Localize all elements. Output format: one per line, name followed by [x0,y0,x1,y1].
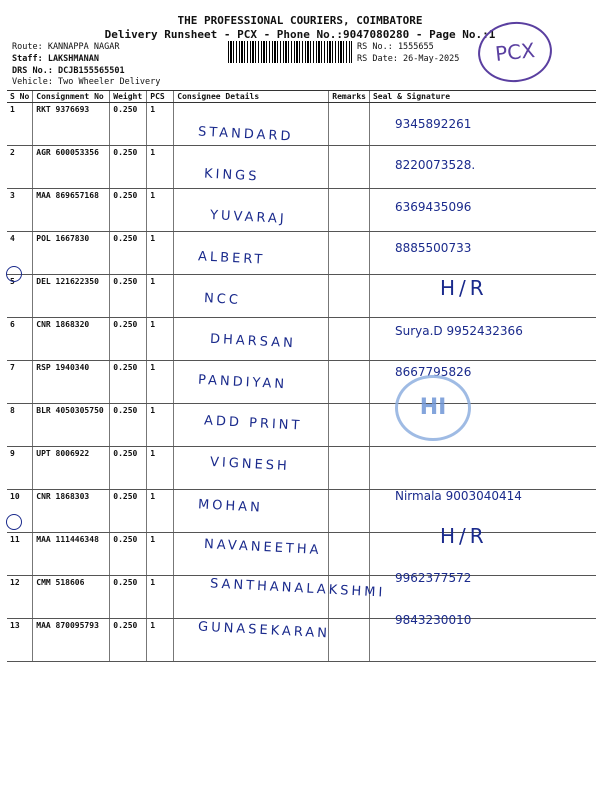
table-body [7,103,596,662]
vehicle-label: Vehicle: Two Wheeler Delivery [12,77,161,87]
pcx-stamp: PCX [475,18,555,85]
table-row [7,275,596,318]
handwritten-consignee: DHARSAN [209,331,297,351]
pieces-cell: 1 [147,146,174,189]
handwritten-consignee: MOHAN [197,497,264,516]
drs-label: DRS No.: DCJB155565501 [12,66,125,76]
handwritten-signature: 8885500733 [395,240,472,255]
table-row [7,146,596,189]
consignment-number-cell: CNR 1868303 [33,490,110,533]
weight-cell: 0.250 [110,490,147,533]
remarks-cell [329,619,370,662]
handwritten-signature: Nirmala 9003040414 [395,488,522,503]
handwritten-consignee: GUNASEKARAN [197,619,331,642]
remarks-cell [329,103,370,146]
handwritten-consignee: ADD PRINT [203,413,303,434]
runsheet-table [7,90,596,662]
rs-date: RS Date: 26-May-2025 [357,54,460,64]
handwritten-signature: 9345892261 [395,117,472,131]
pieces-cell: 1 [147,619,174,662]
table-row [7,189,596,232]
staff-label: Staff: LAKSHMANAN [12,54,99,64]
company-title: THE PROFESSIONAL COURIERS, COIMBATORE [177,14,423,27]
table-header-row [7,91,596,103]
serial-number-cell: 10 [7,490,33,533]
weight-cell: 0.250 [110,533,147,576]
serial-number-cell: 9 [7,447,33,490]
weight-cell: 0.250 [110,318,147,361]
table-row [7,103,596,146]
serial-number-cell: 6 [7,318,33,361]
serial-number-cell: 8 [7,404,33,447]
remarks-cell [329,275,370,318]
col-weight: Weight [110,91,147,103]
serial-number-cell: 13 [7,619,33,662]
serial-number-cell: 4 [7,232,33,275]
serial-number-cell: 7 [7,361,33,404]
pieces-cell: 1 [147,447,174,490]
weight-cell: 0.250 [110,361,147,404]
handwritten-consignee: SANTHANALAKSHMI [209,576,386,601]
consignment-number-cell: CMM 518606 [33,576,110,619]
serial-number-cell: 1 [7,103,33,146]
weight-cell: 0.250 [110,146,147,189]
remarks-cell [329,318,370,361]
pieces-cell: 1 [147,490,174,533]
col-consignment: Consignment No [33,91,110,103]
barcode-image [228,41,352,63]
remarks-cell [329,404,370,447]
remarks-cell [329,447,370,490]
hold-return-mark: H/R [440,276,488,301]
remarks-cell [329,189,370,232]
serial-number-cell: 5 [7,275,33,318]
signature-cell [369,447,596,490]
handwritten-signature: 8667795826 [395,364,472,379]
runsheet-subtitle: Delivery Runsheet - PCX - Phone No.:9047080280 - Page No.:1 [104,28,496,41]
rs-number: RS No.: 1555655 [357,42,434,52]
consignment-number-cell: RKT 9376693 [33,103,110,146]
remarks-cell [329,533,370,576]
handwritten-signature: 8220073528. [395,158,476,173]
weight-cell: 0.250 [110,103,147,146]
remarks-cell [329,232,370,275]
handwritten-consignee: STANDARD [197,124,294,145]
serial-number-cell: 3 [7,189,33,232]
pieces-cell: 1 [147,103,174,146]
pieces-cell: 1 [147,404,174,447]
circled-row-mark [6,514,22,530]
handwritten-signature: Surya.D 9952432366 [395,323,523,338]
col-signature: Seal & Signature [369,91,596,103]
company-seal-stamp: HI [395,375,471,441]
hold-return-mark: H/R [440,524,488,548]
weight-cell: 0.250 [110,232,147,275]
consignment-number-cell: MAA 111446348 [33,533,110,576]
weight-cell: 0.250 [110,576,147,619]
col-pcs: PCS [147,91,174,103]
handwritten-consignee: YUVARAJ [209,207,287,227]
weight-cell: 0.250 [110,275,147,318]
serial-number-cell: 12 [7,576,33,619]
consignment-number-cell: MAA 869657168 [33,189,110,232]
handwritten-signature: 9962377572 [395,571,472,586]
serial-number-cell: 11 [7,533,33,576]
remarks-cell [329,146,370,189]
consignment-number-cell: POL 1667830 [33,232,110,275]
handwritten-consignee: KINGS [203,166,260,185]
handwritten-consignee: NAVANEETHA [203,536,322,559]
handwritten-consignee: VIGNESH [209,455,291,475]
remarks-cell [329,361,370,404]
handwritten-consignee: PANDIYAN [197,372,288,393]
consignment-number-cell: RSP 1940340 [33,361,110,404]
pieces-cell: 1 [147,361,174,404]
consignment-number-cell: MAA 870095793 [33,619,110,662]
handwritten-consignee: ALBERT [197,249,266,268]
serial-number-cell: 2 [7,146,33,189]
handwritten-signature: 9843230010 [395,612,472,627]
consignment-number-cell: BLR 4050305750 [33,404,110,447]
col-remarks: Remarks [329,91,370,103]
consignment-number-cell: CNR 1868320 [33,318,110,361]
pieces-cell: 1 [147,189,174,232]
consignment-number-cell: AGR 600053356 [33,146,110,189]
route-label: Route: KANNAPPA NAGAR [12,42,120,52]
pieces-cell: 1 [147,275,174,318]
consignee-cell [174,275,329,318]
handwritten-signature: 6369435096 [395,199,472,214]
pieces-cell: 1 [147,576,174,619]
consignment-number-cell: DEL 121622350 [33,275,110,318]
col-sno: S No [7,91,33,103]
handwritten-consignee: NCC [203,291,242,309]
table-row [7,361,596,404]
col-consignee: Consignee Details [174,91,329,103]
pieces-cell: 1 [147,318,174,361]
pieces-cell: 1 [147,232,174,275]
table-row [7,447,596,490]
weight-cell: 0.250 [110,404,147,447]
remarks-cell [329,490,370,533]
weight-cell: 0.250 [110,619,147,662]
pieces-cell: 1 [147,533,174,576]
consignment-number-cell: UPT 8006922 [33,447,110,490]
weight-cell: 0.250 [110,189,147,232]
table-row [7,232,596,275]
weight-cell: 0.250 [110,447,147,490]
